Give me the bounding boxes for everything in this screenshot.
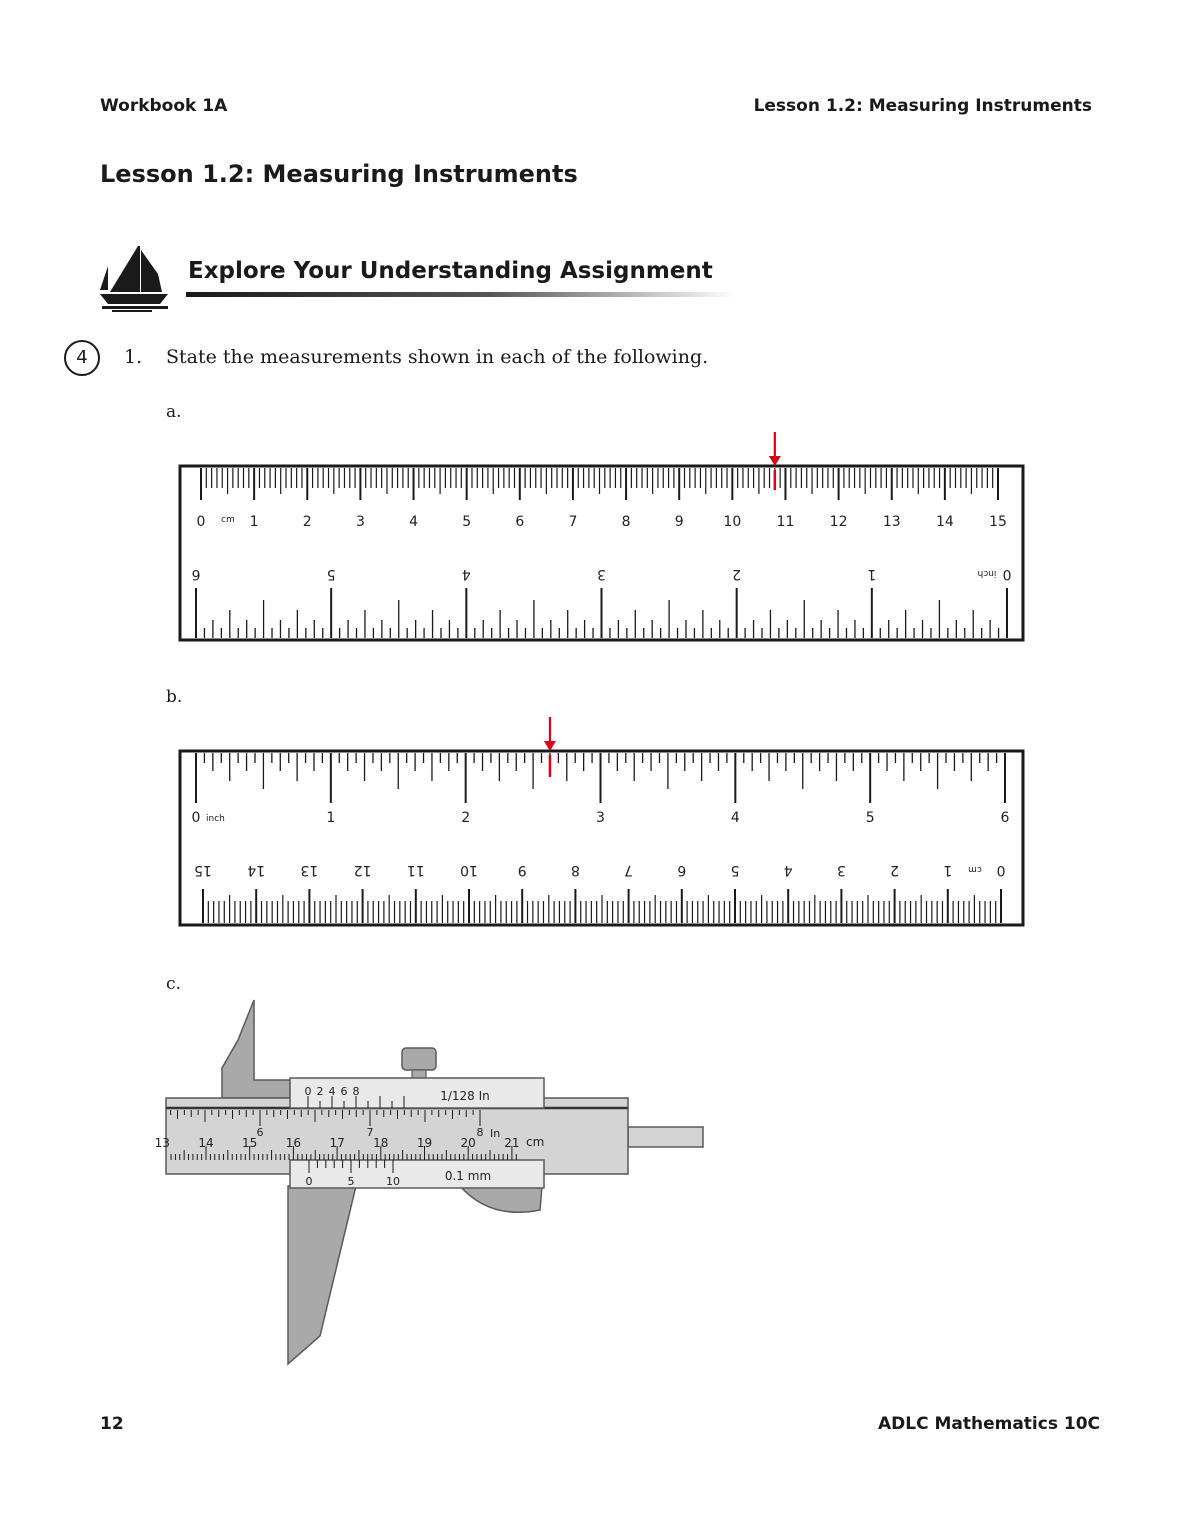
ruler-a-inch-label: 2 [732, 566, 742, 582]
assignment-title: Explore Your Understanding Assignment [188, 258, 713, 284]
ruler-b-inch-label: 4 [730, 810, 740, 826]
ruler-a-cm-label: 4 [409, 514, 418, 530]
caliper-main-inch-label: 6 [256, 1126, 264, 1139]
question-number: 1. [124, 346, 143, 368]
caliper-main-cm-label: 17 [329, 1136, 345, 1150]
mark-value-badge: 4 [64, 340, 100, 376]
ruler-a-cm-label: 1 [249, 514, 259, 530]
caliper-main-cm-label: 16 [285, 1136, 302, 1150]
ruler-a-inch-label: 6 [191, 566, 201, 582]
ruler-a-cm-label: 7 [568, 514, 578, 530]
ruler-a [180, 432, 1023, 640]
caliper-main-cm-label: 20 [460, 1136, 476, 1150]
caliper-main-cm-unit: cm [526, 1135, 545, 1149]
caliper-main-cm-label: 15 [242, 1136, 258, 1150]
ruler-a-cm-label: 0 [196, 514, 206, 530]
ruler-a-inch-label: 5 [326, 566, 336, 582]
caliper-main-inch-label: 8 [476, 1126, 484, 1139]
ruler-a-cm-label: 8 [621, 514, 631, 530]
ruler-a-cm-unit: cm [221, 515, 235, 525]
caliper-mm-vernier-label: 0 [305, 1175, 313, 1188]
caliper-upper-fixed-jaw [222, 1000, 290, 1098]
caliper-main-cm-label: 21 [504, 1136, 520, 1150]
ruler-a-cm-label: 12 [829, 514, 848, 530]
ruler-b-cm-label: 11 [406, 862, 425, 878]
question-text: State the measurements shown in each of the following. [166, 346, 709, 368]
ruler-b-cm-label: 5 [730, 862, 740, 878]
caliper-thumb-screw [402, 1048, 436, 1070]
caliper-main-cm-label: 13 [154, 1136, 170, 1150]
caliper-inch-vernier-label: 8 [352, 1085, 360, 1098]
ruler-b-cm-label: 6 [677, 862, 687, 878]
ruler-b-cm-label: 7 [624, 862, 634, 878]
ruler-a-cm-label: 14 [935, 514, 954, 530]
ruler-b-cm-label: 1 [943, 862, 953, 878]
part-a-label: a. [166, 402, 182, 422]
ruler-a-cm-label: 10 [723, 514, 742, 530]
ruler-a-cm-label: 13 [882, 514, 901, 530]
ruler-b-cm-label: 8 [570, 862, 580, 878]
ruler-a-cm-label: 11 [776, 514, 795, 530]
ruler-b-cm-label: 4 [783, 862, 793, 878]
caliper-main-cm-label: 19 [416, 1136, 433, 1150]
ruler-b-inch-label: 0 [191, 810, 201, 826]
caliper-lower-jaw [288, 1186, 356, 1364]
ruler-a-inch-label: 3 [597, 566, 606, 582]
ruler-b-cm-label: 15 [194, 862, 212, 878]
ruler-a-cm-label: 15 [989, 514, 1007, 530]
ruler-b-inch-label: 3 [596, 810, 605, 826]
ruler-b-cm-label: 14 [247, 862, 266, 878]
ruler-a-cm-label: 6 [515, 514, 525, 530]
caliper-inch-vernier-label: 2 [316, 1085, 324, 1098]
caliper-mm-vernier-label: 5 [347, 1175, 355, 1188]
ruler-b-arrow [544, 717, 556, 751]
caliper-main-cm-label: 18 [373, 1136, 389, 1150]
ruler-a-cm-label: 2 [302, 514, 312, 530]
caliper-main-inch-unit: In [490, 1127, 501, 1140]
ruler-a-inch-label: 4 [461, 566, 471, 582]
caliper-inch-vernier-label: 0 [304, 1085, 312, 1098]
ruler-b-inch-label: 1 [326, 810, 336, 826]
ruler-a-cm-label: 9 [674, 514, 684, 530]
running-header-lesson: Lesson 1.2: Measuring Instruments [753, 96, 1092, 116]
caliper-mm-vernier-caption: 0.1 mm [444, 1169, 492, 1183]
caliper-inch-vernier-label: 6 [340, 1085, 348, 1098]
ruler-a-inch-label: 1 [867, 566, 877, 582]
ruler-b [180, 717, 1023, 925]
ruler-b-cm-label: 10 [460, 862, 478, 878]
ruler-a-arrow [769, 432, 781, 466]
ruler-a-cm-label: 5 [462, 514, 472, 530]
caliper-inch-vernier-caption: 1/128 In [440, 1089, 490, 1103]
ruler-b-cm-label: 3 [836, 862, 846, 878]
ruler-a-cm-label: 3 [355, 514, 365, 530]
book-title: ADLC Mathematics 10C [877, 1414, 1100, 1434]
caliper-main-cm-label: 14 [198, 1136, 214, 1150]
ruler-b-cm-label: 2 [890, 862, 900, 878]
ruler-b-inch-unit: inch [206, 814, 225, 824]
caliper-main-inch-label: 7 [366, 1126, 374, 1139]
vernier-caliper [155, 1000, 703, 1364]
page-number: 12 [100, 1414, 124, 1434]
ruler-a-inch-unit: inch [977, 568, 997, 578]
part-b-label: b. [166, 687, 183, 707]
caliper-thumb-lobe [460, 1186, 542, 1212]
running-header-workbook: Workbook 1A [100, 96, 228, 116]
ruler-b-inch-label: 6 [1000, 810, 1010, 826]
ruler-b-cm-unit: cm [968, 864, 982, 874]
ruler-b-cm-label: 12 [353, 862, 372, 878]
caliper-depth-rod [628, 1127, 703, 1147]
ruler-b-inch-label: 5 [865, 810, 875, 826]
caliper-mm-vernier-plate [290, 1160, 544, 1188]
ruler-b-cm-label: 0 [996, 862, 1006, 878]
ruler-b-inch-label: 2 [461, 810, 471, 826]
part-c-label: c. [166, 974, 181, 994]
caliper-mm-vernier-label: 10 [386, 1175, 400, 1188]
ruler-b-cm-label: 9 [517, 862, 527, 878]
page-title: Lesson 1.2: Measuring Instruments [100, 160, 578, 188]
ruler-a-inch-label: 0 [1002, 566, 1012, 582]
ruler-b-cm-label: 13 [300, 862, 319, 878]
caliper-inch-vernier-label: 4 [328, 1085, 336, 1098]
